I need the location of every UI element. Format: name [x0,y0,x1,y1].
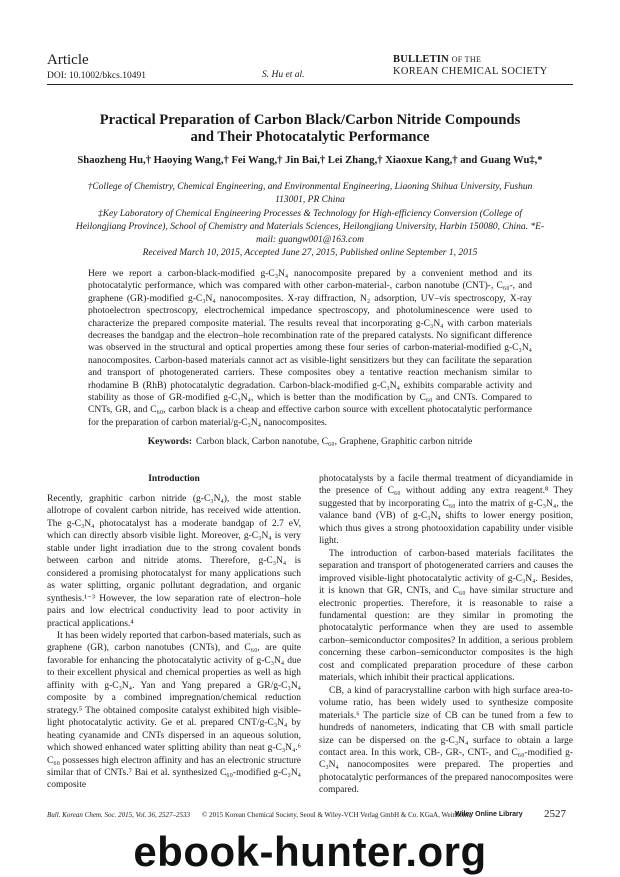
paper-title [70,112,550,146]
keywords [70,437,550,447]
footer-journal-citation: Bull. Korean Chem. Soc. 2015, Vol. 36, 2527–2533 [47,811,191,819]
affiliation-1: †College of Chemistry, Chemical Engineering, and Environmental Engineering, Liaoning Shihua University, Fushun 113001, PR China [87,182,533,205]
abstract: Here we report a carbon-black-modified g-C₃N₄ nanocomposite prepared by a convenient method and its photocatalytic performance, which was compared with other carbon-material-, carbon nanotube (CNT)-, C₆₀-, and graphene (GR)-modified g-C₃N₄ nanocomposites. X-ray diffraction, N₂ adsorption, UV–vis spectroscopy, X-ray photoelectron spectroscopy, electrochemical impedance spectroscopy, and photoluminescence were used to characterize the prepared composite material. The results reveal that incorporating g-C₃N₄ with carbon materials decreases the bandgap and the electron–hole recombination rate of the prepared catalysts. No significant difference was observed in the structural and optical properties among these four series of carbon-material-modified g-C₃N₄ nanocomposites. Carbon-based materials cannot act as visible-light sensitizers but they can facilitate the separation and transport of photogenerated carriers. These composites obey a tentative reaction mechanism similar to rhodamine B (RhB) photocatalytic degradation. Carbon-black-modified g-C₃N₄ exhibits comparable activity and stability as those of GR-modified g-C₃N₄, which is better than the modification by C₆₀ and CNTs. Compared to CNTs, GR, and C₆₀, carbon black is a cheap and effective carbon source with excellent photocatalytic performance for the preparation of carbon material/g-C₃N₄ nanocomposites. [88,269,532,428]
keywords-list: Carbon black, Carbon nanotube, C₆₀, Graphene, Graphitic carbon nitride [196,437,473,447]
footer-wiley-online-library: Wiley Online Library [455,811,523,818]
journal-masthead [393,54,573,77]
right-column [319,473,573,797]
doi-text: DOI: 10.1002/bkcs.10491 [47,71,146,81]
keywords-label: Keywords: [147,437,193,447]
running-author: S. Hu et al. [262,70,305,80]
page-number: 2527 [544,808,566,820]
title-line-1: Practical Preparation of Carbon Black/Carbon Nitride Compounds [99,112,521,128]
bulletin-word: BULLETIN [393,54,449,65]
received-dates: Received March 10, 2015, Accepted June 27, 2015, Published online September 1, 2015 [142,248,478,258]
section-heading-introduction: Introduction [148,474,200,484]
paragraph: The introduction of carbon-based materials facilitates the separation and transport of photogenerated carriers and causes the improved visible-light photocatalytic activity of g-C₃N₄. Besides, it is known that GR, CNTs, and C₆₀ have similar structure and electronic properties. Therefore, it is reasonable to raise a fundamental question: are they similar in promoting the photocatalytic performance when they are used to assemble carbon–semiconductor composites? In addition, a serious problem concerning these carbon–semiconductor composites is the high cost and complicated preparation procedure of these carbon materials, which inhibit their practical applications. [319,548,573,684]
paragraph: CB, a kind of paracrystalline carbon with high surface area-to-volume ratio, has been widely used to synthesize composite materials.⁶ The particle size of CB can be tuned from a few to hundreds of nanometers, indicating that CB with small particle size can be dispersed on the g-C₃N₄ surface to obtain a large contact area. In this work, CB-, GR-, CNT-, and C₆₀-modified g-C₃N₄ nanocomposites were prepared. The properties and photocatalytic performances of the prepared nanocomposites were compared. [319,685,573,796]
footer-copyright: © 2015 Korean Chemical Society, Seoul & Wiley-VCH Verlag GmbH & Co. KGaA, Weinheim [202,811,471,819]
left-column [47,493,301,792]
title-line-2: and Their Photocatalytic Performance [190,129,430,145]
paragraph: photocatalysts by a facile thermal treatment of dicyandiamide in the presence of C₆₀ without adding any extra reagent.⁸ They suggested that by incorporating C₆₀ into the matrix of g-C₃N₄, the valance band (VB) of g-C₃N₄ shifts to lower energy position, which thus gives a strong photooxidation capability under visible light. [319,474,573,547]
paragraph: It has been widely reported that carbon-based materials, such as graphene (GR), carbon nanotubes (CNTs), and C₆₀, are quite favorable for enhancing the photocatalytic activity of g-C₃N₄ due to their excellent physical and chemical properties as well as high affinity with g-C₃N₄. Yan and Yang prepared a GR/g-C₃N₄ composite by a combined impregnation/chemical reduction strategy.⁵ The obtained composite catalyst exhibited high visible-light photocatalytic activity. Ge et al. prepared CNT/g-C₃N₄ by heating cyanamide and CNTs dispersed in an aqueous solution, which showed enhanced water splitting ability than neat g-C₃N₄.⁶ C₆₀ possesses high electron affinity and has an electronic structure similar that of CNTs.⁷ Bai et al. synthesized C₆₀-modified g-C₃N₄ composite [47,630,301,791]
affiliation-2 [75,208,545,260]
author-list: Shaozheng Hu,† Haoying Wang,† Fei Wang,† Jin Bai,† Lei Zhang,† Xiaoxue Kang,† and Guang Wu‡,* [77,155,543,166]
paragraph: Recently, graphitic carbon nitride (g-C₃N₄), the most stable allotrope of covalent carbon nitride, has received wide attention. The g-C₃N₄ photocatalyst has a moderate bandgap of 2.7 eV, which can directly absorb visible light. Moreover, g-C₃N₄ is very stable under light irradiation due to the strong covalent bonds between carbon and nitride atoms. Therefore, g-C₃N₄ is considered a promising photocatalyst for many applications such as water splitting, organic pollutant degradation, and organic synthesis.¹⁻³ However, the low separation rate of electron–hole pairs and low electrical conductivity lead to poor activity in practical applications.⁴ [47,494,301,629]
of-the-text: OF THE [451,55,482,64]
header-left [47,52,146,82]
society-name: KOREAN CHEMICAL SOCIETY [393,66,548,77]
affiliation-2-text: ‡Key Laboratory of Chemical Engineering Processes & Technology for High-efficiency Conversion (College of Heilongjiang Province), School of Chemistry and Materials Sciences, Heilongjiang University, Harbin 150080, China. *E-mail: guangw001@163.com [75,209,545,245]
watermark-text: ebook-hunter.org [133,828,487,875]
article-type-label: Article [47,52,89,68]
header-rule [47,84,573,85]
